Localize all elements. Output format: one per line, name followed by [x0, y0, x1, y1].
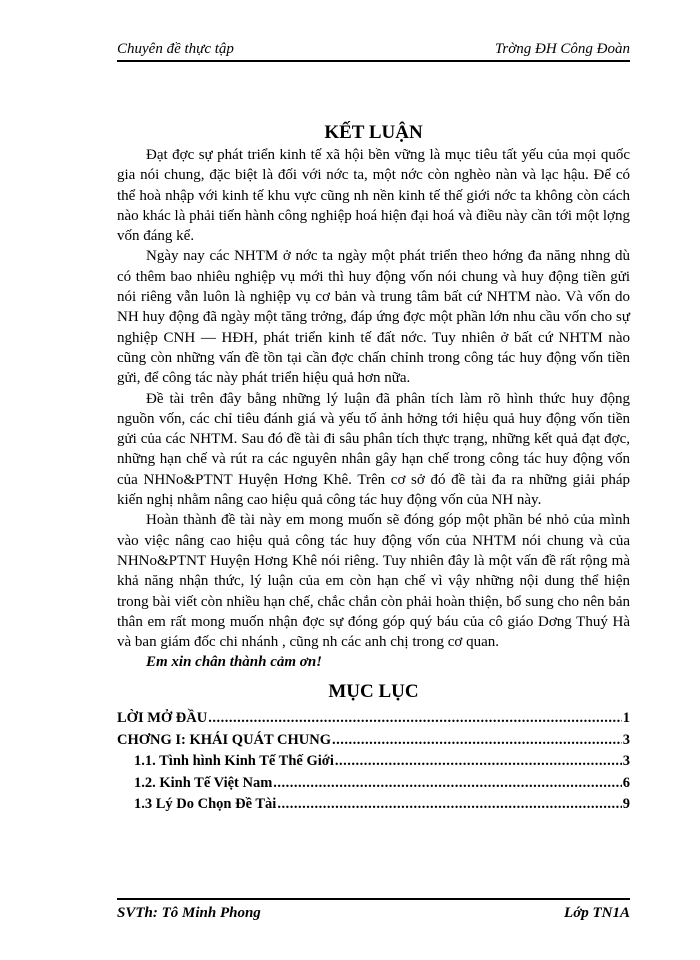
toc-title: MỤC LỤC: [328, 681, 419, 703]
conclusion-title: KẾT LUẬN: [324, 122, 423, 143]
toc-entry-label: LỜI MỞ ĐẦU: [117, 710, 208, 727]
conclusion-paragraph-4: Hoàn thành đề tài này em mong muốn sẽ đóng góp một phần bé nhỏ của mình vào việc nâng cao hiệu quả công tác huy động vốn của NHTM nói chung và của NHNo&PTNT Huyện Hơng Khê nói riêng. Tuy nhiên đây là một vấn đề rất rộng mà khả năng nhận thức, lý luận của em còn hạn chế vì vậy những nội dung thể hiện trong bài viết còn nhiều hạn chế, chắc chắn còn phải hoàn thiện, bổ sung cho nên bản thân em rất mong muốn nhận đợc sự đóng góp quý báu của cô giáo Dơng Thuý Hà và ban giám đốc chi nhánh , cũng nh các anh chị trong cơ quan.: [117, 512, 630, 651]
page-content: [117, 122, 630, 816]
toc-entry-label: CHƠNG I: KHÁI QUÁT CHUNG: [117, 731, 332, 748]
header-university: Trờng ĐH Công Đoàn: [494, 41, 630, 57]
header-document-type: Chuyên đề thực tập: [117, 41, 234, 57]
toc-entry-page: 6: [622, 774, 630, 791]
table-of-contents: [117, 708, 630, 816]
toc-entry[interactable]: [117, 794, 630, 816]
toc-entry-page: 9: [622, 796, 630, 813]
toc-dot-leader: [332, 730, 622, 752]
conclusion-paragraph-1: Đạt đợc sự phát triển kinh tế xã hội bền vững là mục tiêu tất yếu của mọi quốc gia nói chung, đặc biệt là đối với nớc ta, một nớc còn nghèo nàn và lạc hậu. Để có thể hoà nhập với kinh tế khu vực cũng nh nền kinh tế thế giới nớc ta không còn cách nào khác là phải tiến hành công nghiệp hoá hiện đại hoá và điều này cần tới một lợng vốn đáng kể.: [117, 147, 630, 245]
toc-entry[interactable]: [117, 708, 630, 730]
toc-entry-label: 1.2. Kinh Tế Việt Nam: [134, 774, 273, 791]
toc-dot-leader: [277, 794, 621, 816]
toc-entry-label: 1.1. Tình hình Kinh Tế Thế Giới: [134, 753, 334, 770]
toc-dot-leader: [208, 708, 622, 730]
toc-entry[interactable]: [117, 773, 630, 795]
conclusion-paragraph-3: Đề tài trên đây bằng những lý luận đã phân tích làm rõ hình thức huy động nguồn vốn, các chỉ tiêu đánh giá và yếu tố ảnh hởng tới hiệu quả huy động vốn tiền gửi của các NHTM. Sau đó đề tài đi sâu phân tích thực trạng, những kết quả đạt đợc, những hạn chế và rút ra các nguyên nhân gây hạn chế trong công tác huy động vốn của NHNo&PTNT Huyện Hơng Khê. Trên cơ sở đó đề tài đa ra những giải pháp kiến nghị nhằm nâng cao hiệu quả công tác huy động vốn của NH này.: [117, 390, 630, 509]
toc-entry[interactable]: [117, 751, 630, 773]
toc-dot-leader: [335, 751, 622, 773]
closing-thanks: Em xin chân thành cảm ơn!: [146, 654, 323, 671]
footer-class: Lớp TN1A: [564, 905, 630, 921]
page-footer: [117, 898, 630, 926]
toc-entry-page: 1: [622, 710, 630, 727]
footer-student-name: SVTh: Tô Minh Phong: [117, 905, 261, 921]
toc-entry-page: 3: [622, 753, 630, 770]
toc-entry[interactable]: [117, 730, 630, 752]
conclusion-paragraph-2: Ngày nay các NHTM ở nớc ta ngày một phát triển theo hớng đa năng nhng dù có thêm bao nhiêu nghiệp vụ mới thì huy động vốn nói chung và huy động tiền gửi nói riêng vẫn luôn là nghiệp vụ cơ bản và trung tâm bất cứ NHTM nào. Và vốn do NH huy động đã ngày một tăng trởng, đáp ứng đợc một phần lớn nhu cầu vốn cho sự nghiệp CNH — HĐH, phát triển kinh tế đất nớc. Tuy nhiên ở bất cứ NHTM nào cũng còn những vấn đề tồn tại cần đợc chấn chỉnh trong công tác huy động vốn tiền gửi, để công tác này phát triển hiệu quả hơn nữa.: [117, 248, 630, 387]
toc-dot-leader: [273, 773, 621, 795]
toc-entry-label: 1.3 Lý Do Chọn Đề Tài: [134, 796, 277, 813]
toc-entry-page: 3: [622, 731, 630, 748]
page-header: [117, 38, 630, 62]
